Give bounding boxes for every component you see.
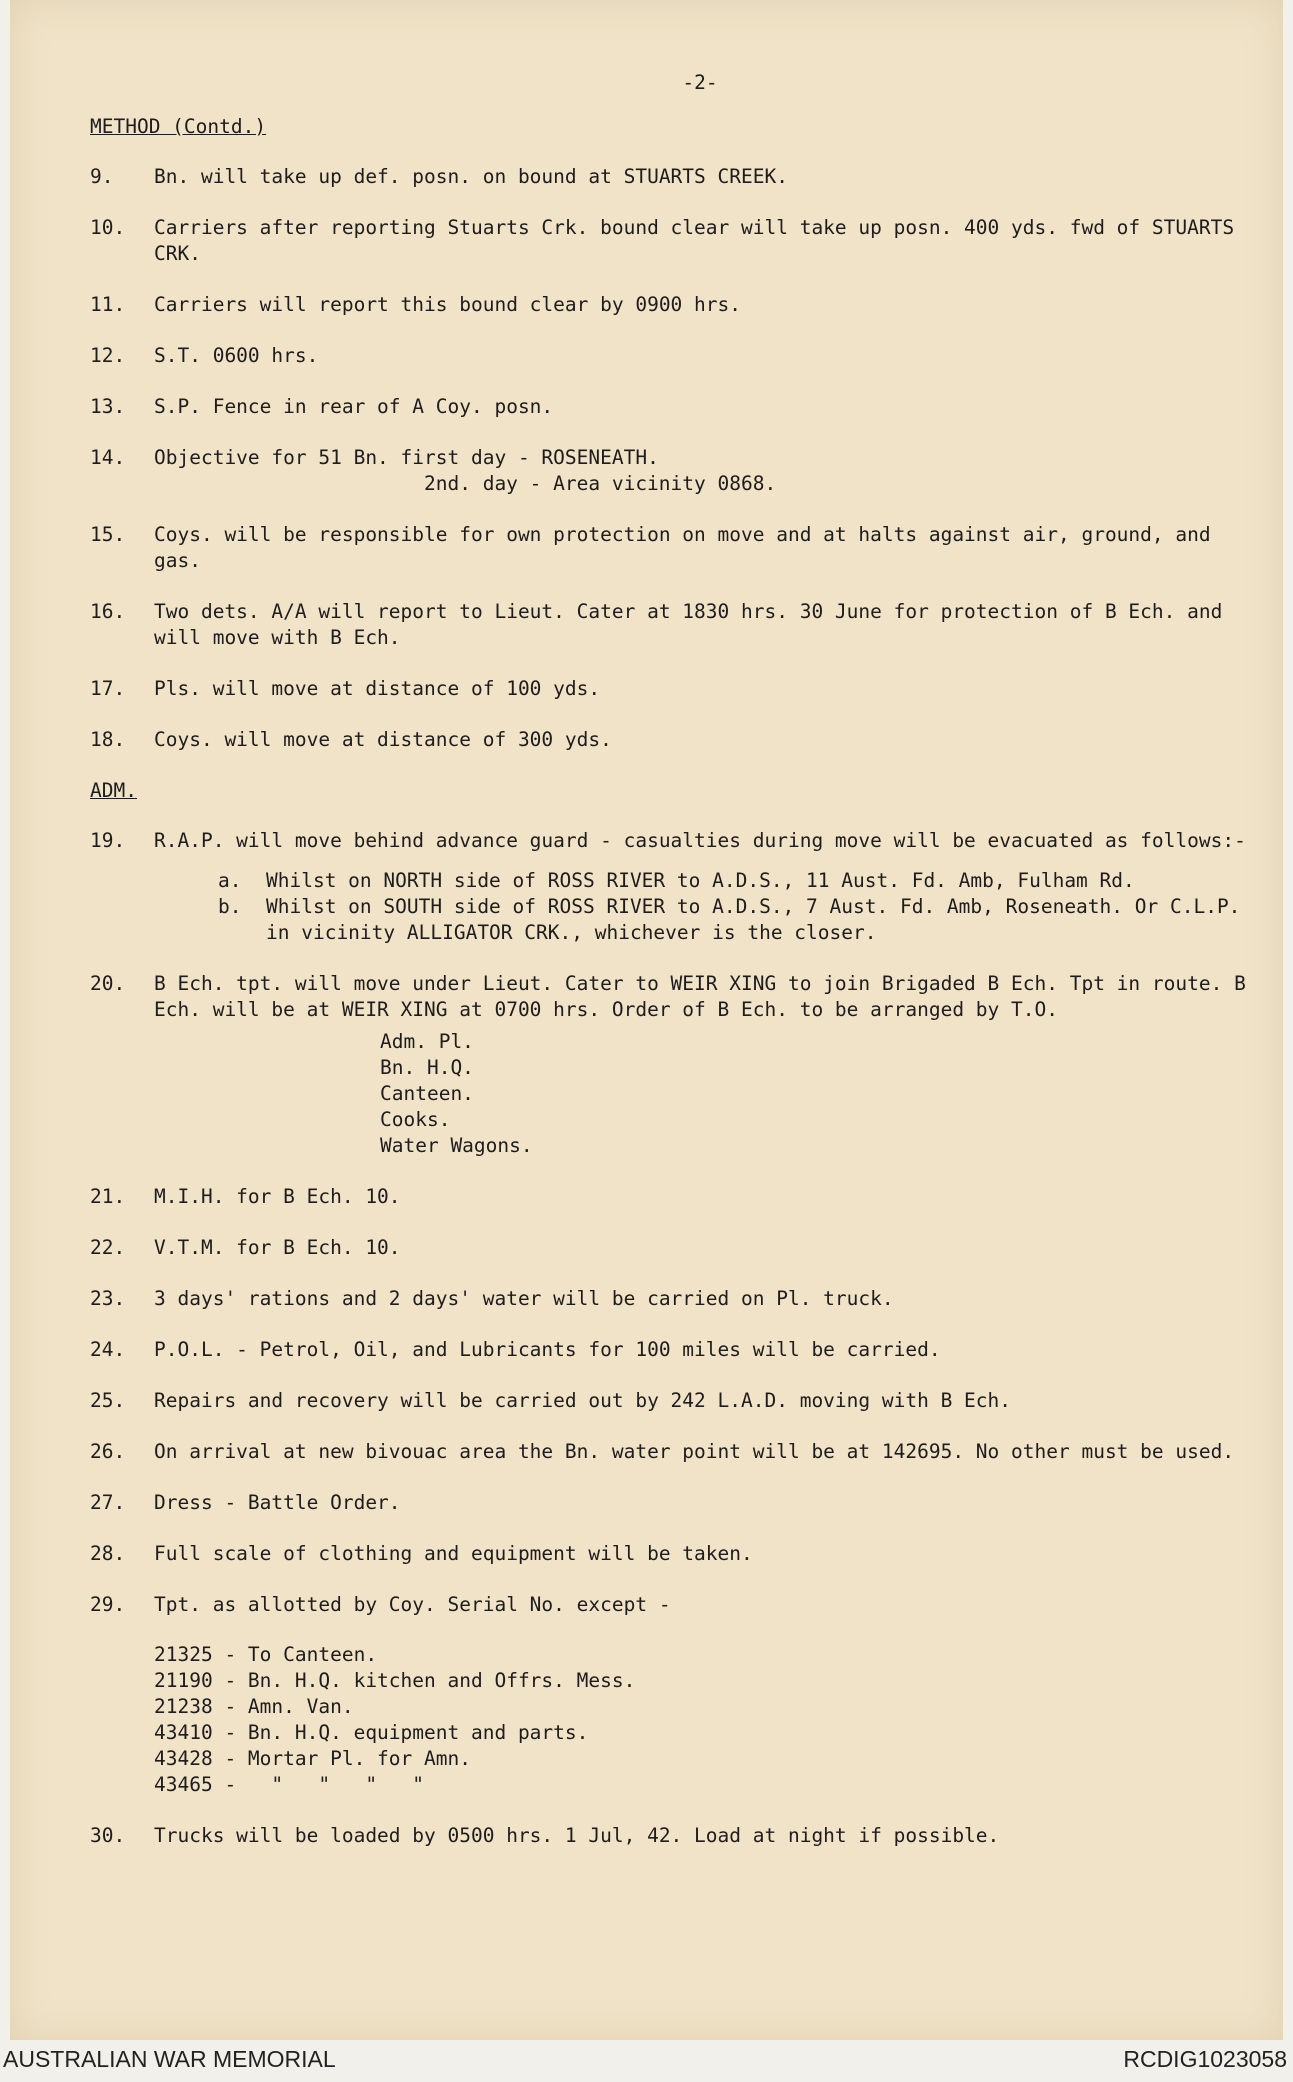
paragraph-text [154, 1592, 1250, 1798]
route-text: Whilst on SOUTH side of ROSS RIVER to A.D.S., 7 Aust. Fd. Amb, Roseneath. Or C.L.P. in vicinity ALLIGATOR CRK., whichever is the closer. [266, 895, 1241, 944]
paragraph-text: S.T. 0600 hrs. [154, 344, 319, 367]
record-id: RCDIG1023058 [1123, 2046, 1287, 2072]
paragraph-text: Bn. will take up def. posn. on bound at STUARTS CREEK. [154, 165, 788, 188]
paragraph-text: Coys. will be responsible for own protection on move and at halts against air, ground, and gas. [154, 523, 1211, 572]
document-body [90, 70, 1250, 1874]
route-letter: b. [218, 895, 242, 918]
paragraph-30 [90, 1823, 1250, 1849]
evacuation-route [218, 894, 1250, 946]
paragraph-text: V.T.M. for B Ech. 10. [154, 1236, 401, 1259]
paragraph-text: P.O.L. - Petrol, Oil, and Lubricants for 100 miles will be carried. [154, 1338, 941, 1361]
vehicle-serial-item: 21238 - Amn. Van. [154, 1695, 354, 1718]
route-letter: a. [218, 869, 242, 892]
paragraph-number: 13. [90, 395, 126, 418]
paragraph-text: On arrival at new bivouac area the Bn. water point will be at 142695. No other must be used. [154, 1440, 1235, 1463]
evacuation-intro: R.A.P. will move behind advance guard - casualties during move will be evacuated as follows:- [154, 829, 1246, 852]
paragraph-text: Coys. will move at distance of 300 yds. [154, 728, 612, 751]
heading-method: METHOD (Contd.) [90, 115, 267, 138]
paragraph [90, 1490, 1250, 1516]
evacuation-list [154, 868, 1250, 946]
echelon-order-item: Water Wagons. [380, 1134, 533, 1157]
page-number: -2- [682, 71, 718, 94]
paragraph-20 [90, 971, 1250, 1159]
archive-footer [0, 2046, 1293, 2082]
paragraph [90, 215, 1250, 267]
paragraph-text: Repairs and recovery will be carried out by 242 L.A.D. moving with B Ech. [154, 1389, 1012, 1412]
paragraph-text: Carriers after reporting Stuarts Crk. bound clear will take up posn. 400 yds. fwd of STUARTS CRK. [154, 216, 1235, 265]
paragraph [90, 394, 1250, 420]
echelon-order-list [380, 1029, 1250, 1159]
paragraph-number: 27. [90, 1491, 126, 1514]
paragraph-number: 29. [90, 1593, 126, 1616]
paragraph [90, 292, 1250, 318]
transport-order-text: B Ech. tpt. will move under Lieut. Cater to WEIR XING to join Brigaded B Ech. Tpt in route. B Ech. will be at WEIR XING at 0700 hrs. Order of B Ech. to be arranged by T.O. [154, 972, 1246, 1021]
echelon-order-item: Canteen. [380, 1082, 474, 1105]
paragraph-number: 25. [90, 1389, 126, 1412]
heading-adm: ADM. [90, 779, 137, 802]
paragraph-number: 11. [90, 293, 126, 316]
paragraph-29 [90, 1592, 1250, 1798]
paragraph-number: 19. [90, 829, 126, 852]
paragraph-text: Carriers will report this bound clear by 0900 hrs. [154, 293, 741, 316]
paragraph-text [154, 828, 1250, 946]
paragraph-number: 26. [90, 1440, 126, 1463]
paragraph [90, 1286, 1250, 1312]
paragraph-text: Two dets. A/A will report to Lieut. Cater at 1830 hrs. 30 June for protection of B Ech. and will move with B Ech. [154, 600, 1223, 649]
paragraph-number: 10. [90, 216, 126, 239]
paragraph-text: M.I.H. for B Ech. 10. [154, 1185, 401, 1208]
transport-allotment-text: Tpt. as allotted by Coy. Serial No. except - [154, 1593, 671, 1616]
paragraph-number: 23. [90, 1287, 126, 1310]
paragraph-number: 24. [90, 1338, 126, 1361]
route-text: Whilst on NORTH side of ROSS RIVER to A.D.S., 11 Aust. Fd. Amb, Fulham Rd. [266, 869, 1135, 892]
objective-day-one: Objective for 51 Bn. first day - ROSENEATH. [154, 446, 659, 469]
vehicle-serial-item: 21190 - Bn. H.Q. kitchen and Offrs. Mess. [154, 1669, 636, 1692]
vehicle-serial-item: 43465 - " " " " [154, 1773, 425, 1796]
paragraph [90, 1235, 1250, 1261]
vehicle-serial-item: 43428 - Mortar Pl. for Amn. [154, 1747, 471, 1770]
paragraph-text: Pls. will move at distance of 100 yds. [154, 677, 601, 700]
echelon-order-item: Cooks. [380, 1108, 451, 1131]
paragraph [90, 676, 1250, 702]
paragraph-number: 28. [90, 1542, 126, 1565]
paragraph [90, 1388, 1250, 1414]
vehicle-serial-item: 21325 - To Canteen. [154, 1643, 378, 1666]
paragraph [90, 1184, 1250, 1210]
paragraph-text: Dress - Battle Order. [154, 1491, 401, 1514]
paragraph-number: 17. [90, 677, 126, 700]
paragraph [90, 1337, 1250, 1363]
paragraph [90, 343, 1250, 369]
paragraph-text [154, 445, 1250, 497]
paragraph [90, 1439, 1250, 1465]
paragraph [90, 522, 1250, 574]
paragraph [90, 164, 1250, 190]
echelon-order-item: Bn. H.Q. [380, 1056, 474, 1079]
paragraph-text: 3 days' rations and 2 days' water will be carried on Pl. truck. [154, 1287, 894, 1310]
paragraph [90, 445, 1250, 497]
paragraph-number: 12. [90, 344, 126, 367]
paragraph-number: 16. [90, 600, 126, 623]
objective-day-two: 2nd. day - Area vicinity 0868. [424, 472, 777, 495]
paragraph-19 [90, 828, 1250, 946]
paragraph-text: S.P. Fence in rear of A Coy. posn. [154, 395, 554, 418]
paragraph-number: 30. [90, 1824, 126, 1847]
paragraph-text: Trucks will be loaded by 0500 hrs. 1 Jul, 42. Load at night if possible. [154, 1824, 1000, 1847]
paper-sheet [10, 0, 1283, 2040]
archive-name: AUSTRALIAN WAR MEMORIAL [3, 2046, 336, 2072]
paragraph-text [154, 971, 1250, 1159]
paragraph-number: 21. [90, 1185, 126, 1208]
vehicle-serial-item: 43410 - Bn. H.Q. equipment and parts. [154, 1721, 589, 1744]
evacuation-route [218, 868, 1250, 894]
paragraph-number: 18. [90, 728, 126, 751]
paragraph-number: 14. [90, 446, 126, 469]
paragraph-number: 9. [90, 165, 114, 188]
paragraph-number: 15. [90, 523, 126, 546]
paragraph-number: 20. [90, 972, 126, 995]
vehicle-serial-list [154, 1642, 1250, 1798]
paragraph-number: 22. [90, 1236, 126, 1259]
paragraph [90, 1541, 1250, 1567]
echelon-order-item: Adm. Pl. [380, 1030, 474, 1053]
paragraph [90, 727, 1250, 753]
paragraph-text: Full scale of clothing and equipment will be taken. [154, 1542, 753, 1565]
paragraph [90, 599, 1250, 651]
